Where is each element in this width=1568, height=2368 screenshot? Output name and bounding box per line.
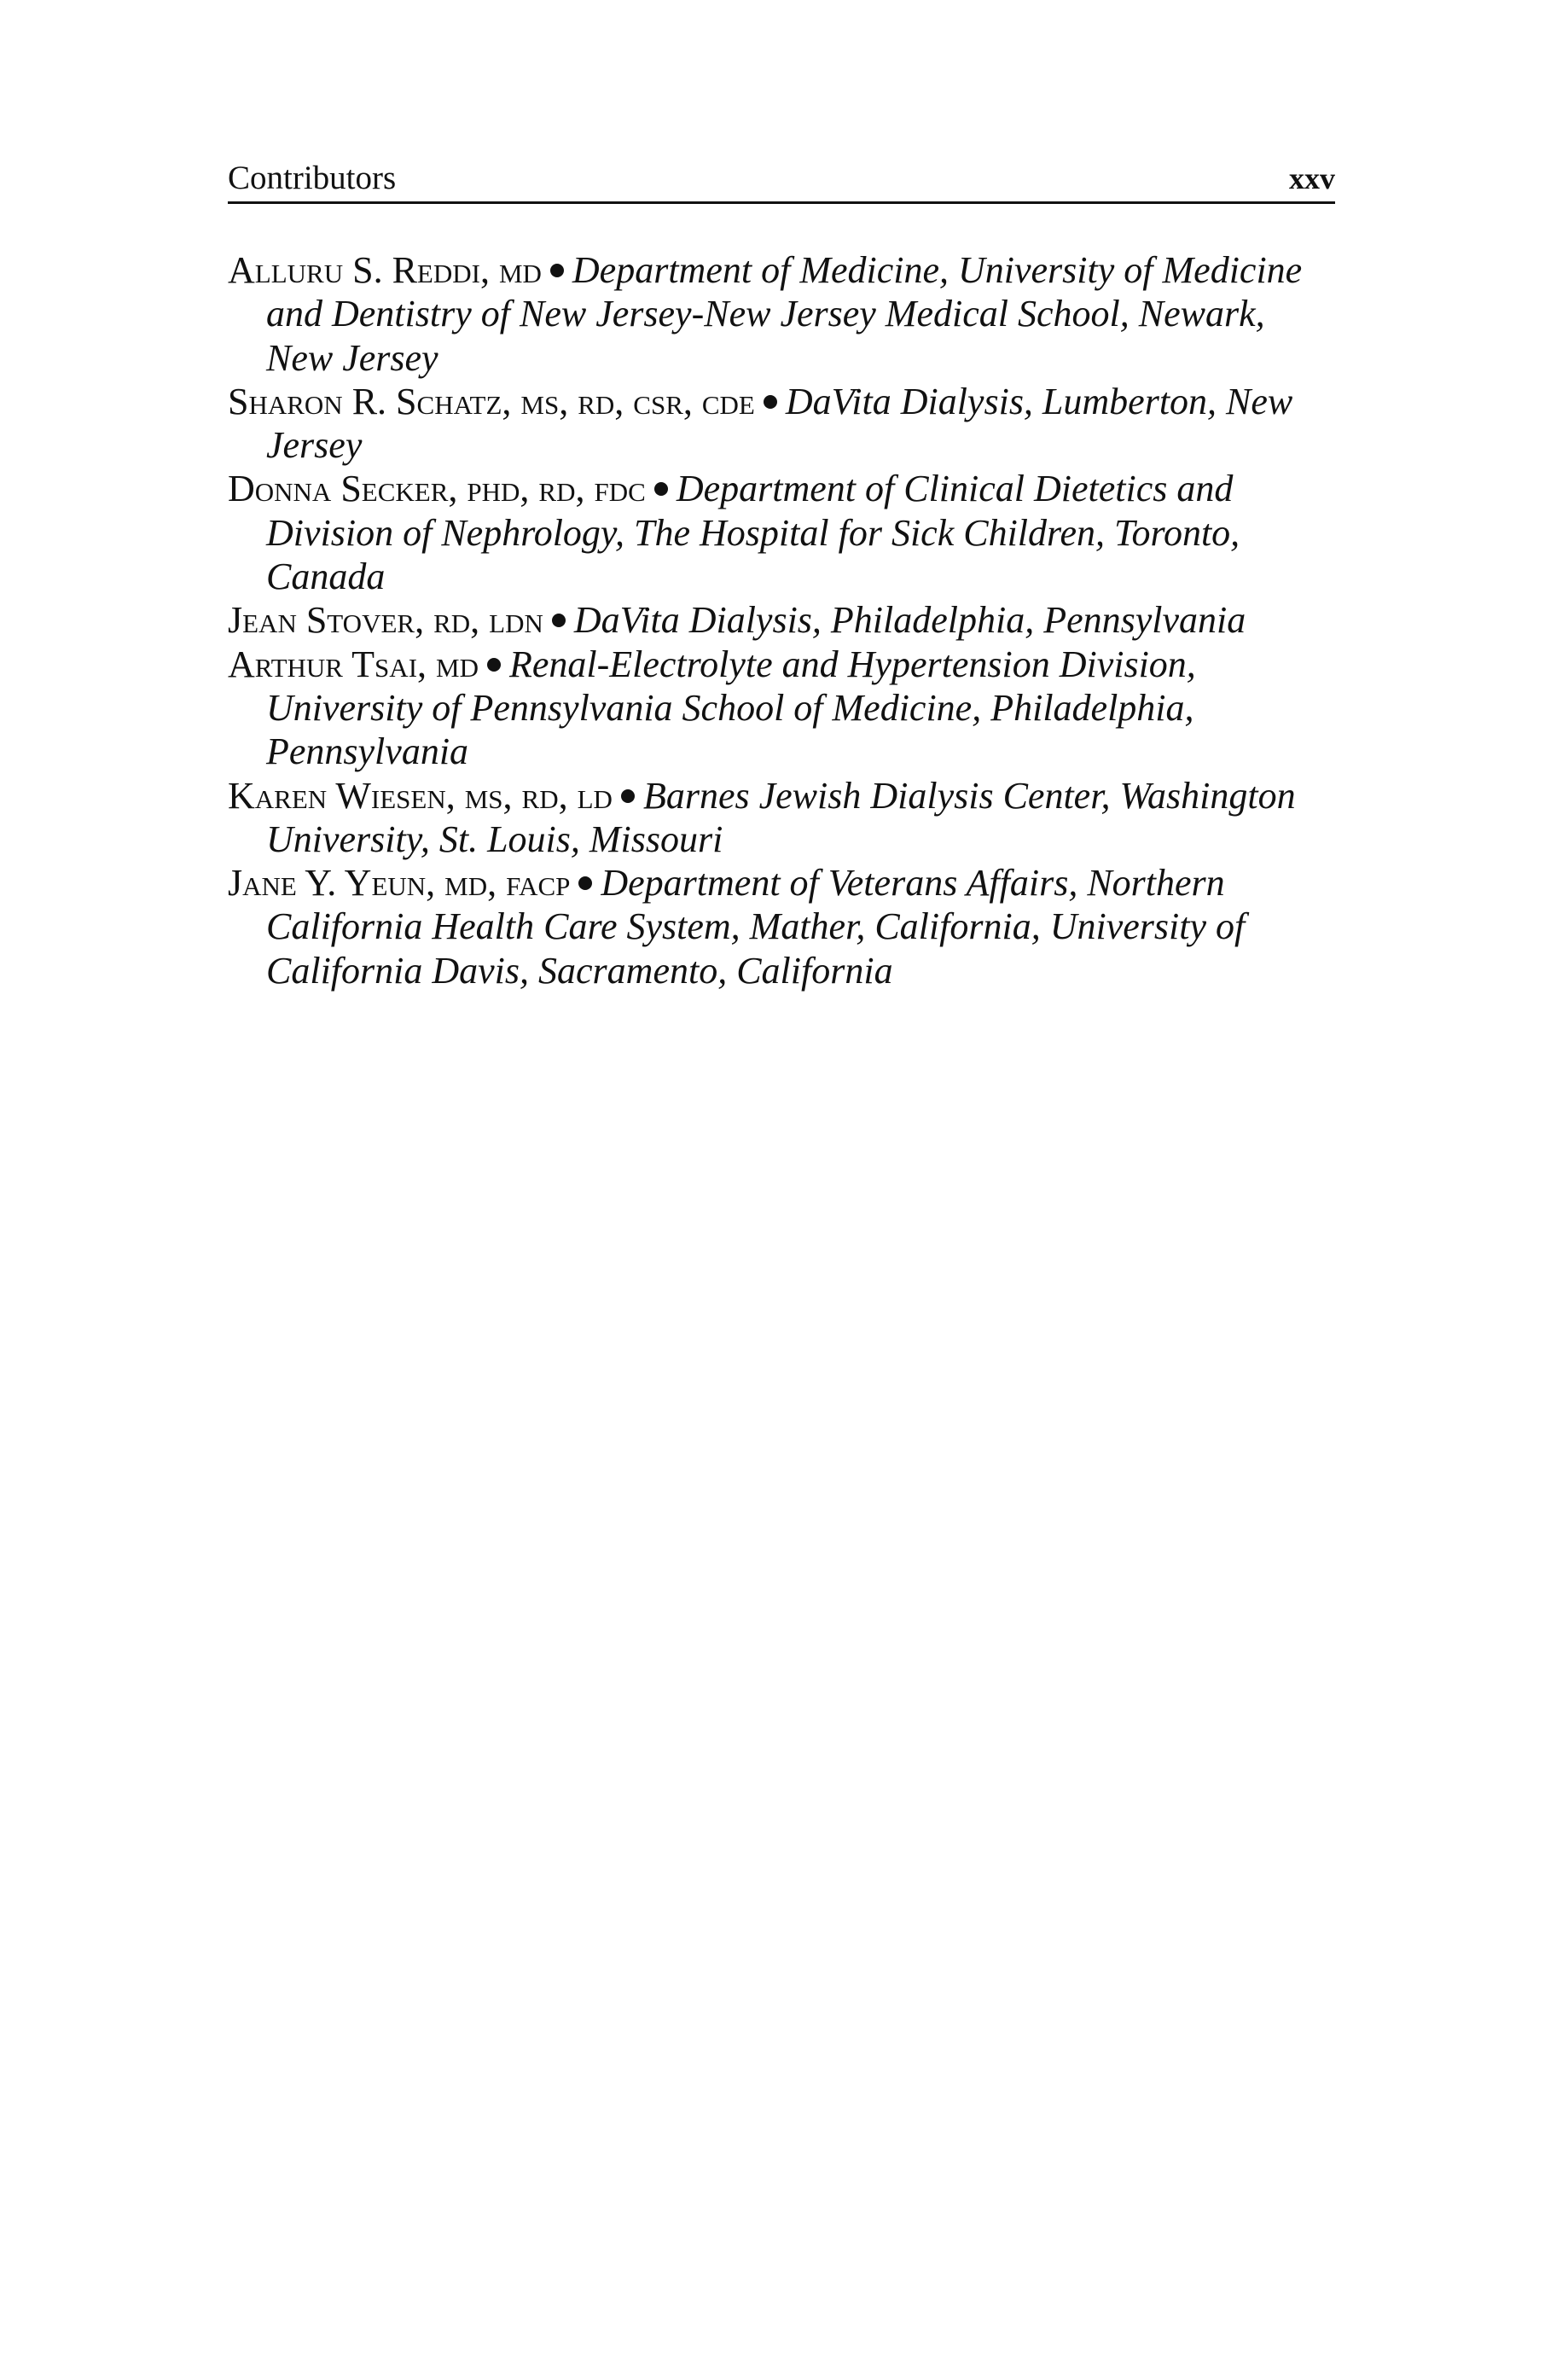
contributor-credentials: md: [498, 249, 542, 291]
contributor-affiliation: Barnes Jewish Dialysis Center, Washington University, St. Louis, Missouri: [266, 774, 1296, 860]
contributor-credentials: ms, rd, csr, cde: [520, 380, 755, 422]
contributor-entry: [228, 467, 1335, 598]
bullet-icon: [578, 876, 592, 890]
contributor-affiliation: Department of Clinical Dietetics and Division of Nephrology, The Hospital for Sick Children, Toronto, Canada: [266, 468, 1240, 598]
contributor-credentials: rd, ldn: [433, 599, 543, 642]
contributor-credentials: md: [436, 643, 479, 685]
contributor-entry: [228, 248, 1335, 380]
contributor-entry: [228, 643, 1335, 774]
contributor-affiliation: Renal-Electrolyte and Hypertension Division, University of Pennsylvania School of Medicine, Philadelphia, Pennsylvania: [266, 643, 1196, 773]
running-title: Contributors: [228, 160, 397, 196]
contributor-credentials: md, facp: [444, 862, 571, 905]
bullet-icon: [487, 658, 501, 672]
bullet-icon: [552, 614, 566, 627]
contributor-name: Karen Wiesen,: [228, 774, 456, 817]
contributor-name: Jean Stover,: [228, 599, 425, 642]
contributor-entry: [228, 774, 1335, 862]
contributor-name: Arthur Tsai,: [228, 643, 427, 685]
contributor-affiliation: DaVita Dialysis, Lumberton, New Jersey: [266, 380, 1293, 467]
bullet-icon: [621, 789, 635, 803]
contributor-entry: [228, 598, 1335, 642]
contributor-affiliation: Department of Veterans Affairs, Northern California Health Care System, Mather, California, University of California Davis, Sacramento, California: [266, 862, 1246, 992]
contributor-entry: [228, 861, 1335, 992]
bullet-icon: [764, 395, 777, 409]
contributor-name: Alluru S. Reddi,: [228, 249, 490, 291]
contributor-affiliation: Department of Medicine, University of Medicine and Dentistry of New Jersey-New Jersey Medical School, Newark, New Jersey: [266, 249, 1303, 379]
contributor-name: Donna Secker,: [228, 468, 458, 510]
contributor-affiliation: DaVita Dialysis, Philadelphia, Pennsylvania: [573, 599, 1246, 642]
contributor-entry: [228, 380, 1335, 468]
contributor-list: [228, 248, 1335, 992]
bullet-icon: [654, 482, 668, 496]
page-number: xxv: [1289, 161, 1335, 195]
contributor-credentials: phd, rd, fdc: [467, 468, 646, 510]
bullet-icon: [550, 264, 564, 277]
contributor-credentials: ms, rd, ld: [464, 774, 613, 817]
contributor-name: Sharon R. Schatz,: [228, 380, 512, 422]
contributor-name: Jane Y. Yeun,: [228, 862, 436, 905]
page-header: [228, 159, 1335, 204]
